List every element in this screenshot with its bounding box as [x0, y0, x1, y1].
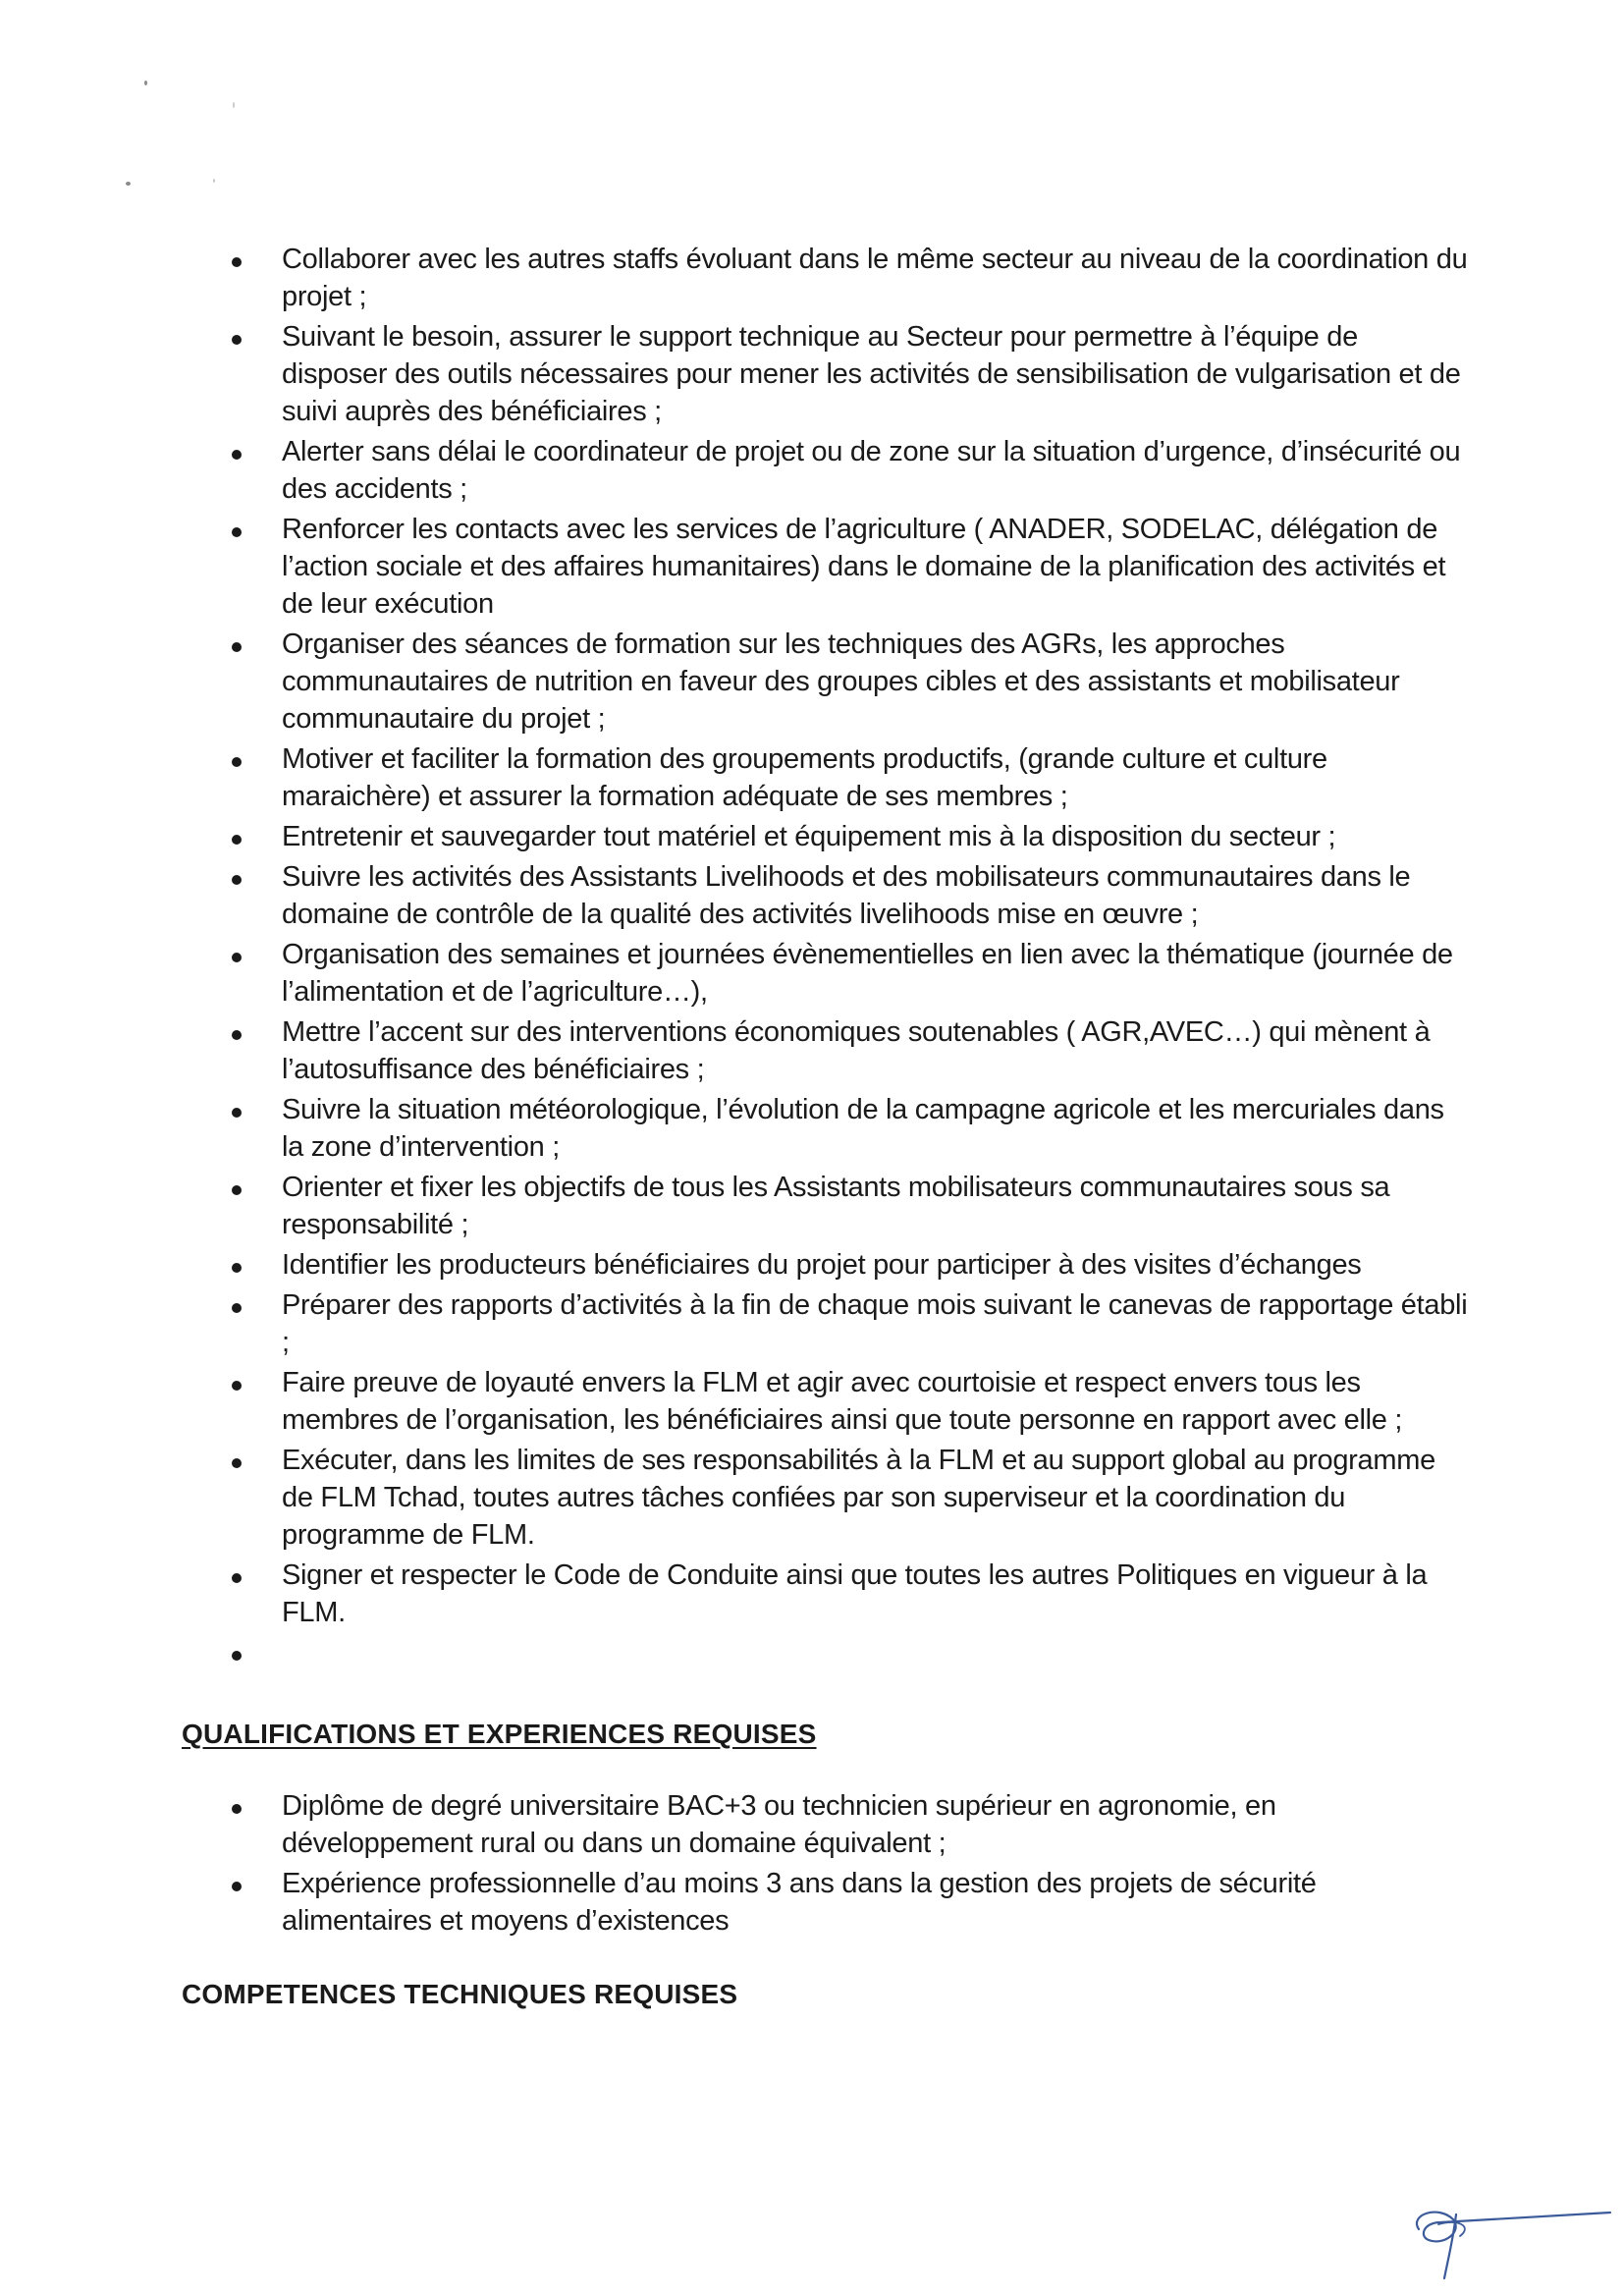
list-item-text: Suivre les activités des Assistants Livelihoods et des mobilisateurs communautaires dans le domaine de contrôle de la qualité des activités livelihoods mise en œuvre ;	[282, 861, 1411, 930]
list-item-text: Identifier les producteurs bénéficiaires du projet pour participer à des visites d’échanges	[282, 1249, 1362, 1281]
bullet-icon	[232, 1263, 242, 1273]
bullet-icon	[232, 257, 242, 267]
list-item-text: Diplôme de degré universitaire BAC+3 ou technicien supérieur en agronomie, en développement rural ou dans un domaine équivalent ;	[282, 1790, 1276, 1859]
bullet-icon	[232, 450, 242, 460]
list-item-text: Suivant le besoin, assurer le support technique au Secteur pour permettre à l’équipe de disposer des outils nécessaires pour mener les activités de sensibilisation de vulgarisation et de suivi auprès des bénéficiaires ;	[282, 321, 1461, 427]
list-item-text: Exécuter, dans les limites de ses responsabilités à la FLM et au support global au programme de FLM Tchad, toutes autres tâches confiées par son superviseur et la coordination du programme de FLM.	[282, 1445, 1435, 1551]
list-item-text: Faire preuve de loyauté envers la FLM et agir avec courtoisie et respect envers tous les membres de l’organisation, les bénéficiaires ainsi que toute personne en rapport avec elle ;	[282, 1367, 1403, 1436]
bullet-icon	[232, 953, 242, 962]
list-item	[182, 740, 1468, 815]
list-item	[182, 1286, 1468, 1361]
list-item	[182, 1634, 1468, 1671]
bullet-icon	[232, 1030, 242, 1040]
bullet-icon	[232, 642, 242, 652]
bullet-icon	[232, 1882, 242, 1891]
list-item-text: Entretenir et sauvegarder tout matériel et équipement mis à la disposition du secteur ;	[282, 821, 1336, 852]
list-item-text: Signer et respecter le Code de Conduite ainsi que toutes les autres Politiques en vigueur à la FLM.	[282, 1559, 1428, 1628]
bullet-icon	[232, 875, 242, 885]
list-item	[182, 1865, 1468, 1940]
list-item	[182, 818, 1468, 855]
list-item	[182, 1442, 1468, 1554]
bullet-icon	[232, 1573, 242, 1583]
bullet-icon	[232, 1381, 242, 1391]
list-item-text: Organisation des semaines et journées évènementielles en lien avec la thématique (journée de l’alimentation et de l’agriculture…),	[282, 939, 1453, 1008]
bullet-icon	[232, 1804, 242, 1814]
list-item-text: Préparer des rapports d’activités à la fin de chaque mois suivant le canevas de rapportage établi ;	[282, 1289, 1468, 1358]
list-item-text: Suivre la situation météorologique, l’évolution de la campagne agricole et les mercuriales dans la zone d’intervention ;	[282, 1094, 1444, 1163]
list-item	[182, 1091, 1468, 1166]
list-item	[182, 858, 1468, 933]
list-item	[182, 1787, 1468, 1862]
list-item	[182, 241, 1468, 315]
list-item-text: Mettre l’accent sur des interventions économiques soutenables ( AGR,AVEC…) qui mènent à l’autosuffisance des bénéficiaires ;	[282, 1016, 1431, 1085]
list-item-text: Motiver et faciliter la formation des groupements productifs, (grande culture et culture maraichère) et assurer la formation adéquate de ses membres ;	[282, 743, 1327, 812]
section-title-competences: COMPETENCES TECHNIQUES REQUISES	[182, 1979, 738, 2009]
list-item-text: Renforcer les contacts avec les services de l’agriculture ( ANADER, SODELAC, délégation de l’action sociale et des affaires humanitaires) dans le domaine de la planification des activités et de leur exécution	[282, 514, 1446, 620]
responsibilities-list	[182, 241, 1468, 1671]
bullet-icon	[232, 1303, 242, 1313]
qualifications-list	[182, 1787, 1468, 1940]
list-item	[182, 1557, 1468, 1631]
list-item	[182, 318, 1468, 430]
document-body	[182, 241, 1468, 2010]
list-item-text: Orienter et fixer les objectifs de tous les Assistants mobilisateurs communautaires sous sa responsabilité ;	[282, 1172, 1390, 1240]
bullet-icon	[232, 335, 242, 345]
list-item	[182, 1013, 1468, 1088]
bullet-icon	[232, 757, 242, 767]
section-title-qualifications: QUALIFICATIONS ET EXPERIENCES REQUISES	[182, 1719, 817, 1749]
signature-icon	[1399, 2175, 1615, 2283]
list-item	[182, 1364, 1468, 1439]
bullet-icon	[232, 1651, 242, 1661]
list-item	[182, 433, 1468, 508]
bullet-icon	[232, 1185, 242, 1195]
list-item-text: Alerter sans délai le coordinateur de projet ou de zone sur la situation d’urgence, d’insécurité ou des accidents ;	[282, 436, 1461, 505]
list-item	[182, 936, 1468, 1011]
bullet-icon	[232, 1458, 242, 1468]
list-item	[182, 1169, 1468, 1243]
list-item	[182, 626, 1468, 738]
bullet-icon	[232, 835, 242, 845]
list-item-text: Organiser des séances de formation sur les techniques des AGRs, les approches communautaires de nutrition en faveur des groupes cibles et des assistants et mobilisateur communautaire du projet ;	[282, 629, 1400, 735]
list-item-text: Expérience professionnelle d’au moins 3 ans dans la gestion des projets de sécurité alimentaires et moyens d’existences	[282, 1868, 1317, 1937]
list-item	[182, 511, 1468, 623]
bullet-icon	[232, 527, 242, 537]
list-item-text: Collaborer avec les autres staffs évoluant dans le même secteur au niveau de la coordination du projet ;	[282, 244, 1468, 312]
bullet-icon	[232, 1108, 242, 1118]
list-item	[182, 1246, 1468, 1284]
